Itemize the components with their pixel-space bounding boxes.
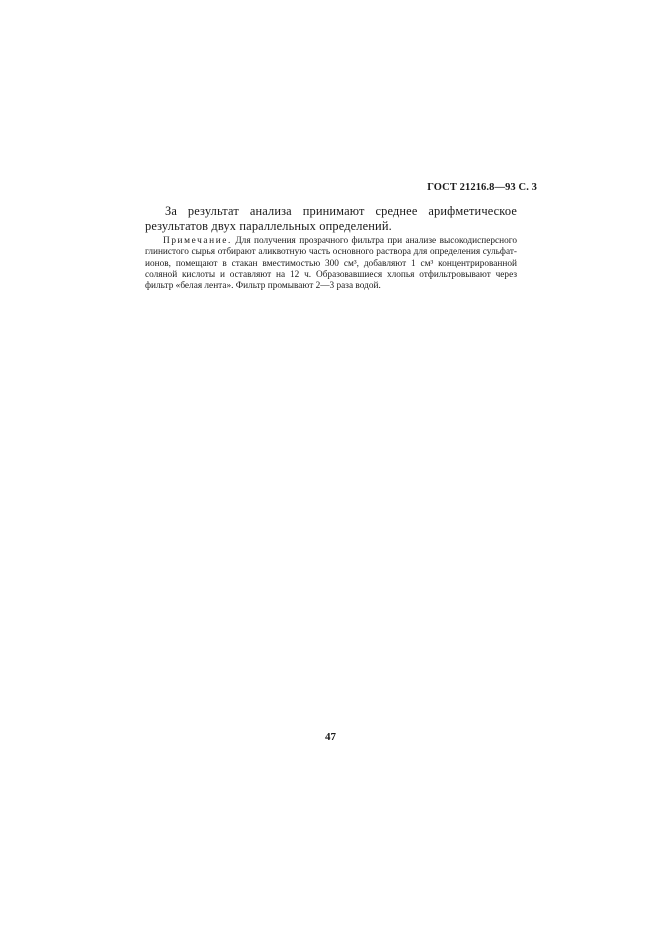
note-paragraph bbox=[145, 236, 517, 292]
note-text: Для получения прозрачного фильтра при анализе высокодисперсного глинистого сырья отбирают аликвотную часть основного раствора для определения сульфат-ионов, помещают в стакан вместимостью 300 см³, добавляют 1 см³ концентрированной соляной кислоты и оставляют на 12 ч. Образовавшиеся хлопья отфильтровывают через фильтр «белая лента». Фильтр промывают 2—3 раза водой. bbox=[145, 236, 517, 292]
main-paragraph: За результат анализа принимают среднее арифметическое результатов двух параллельных определений. bbox=[145, 204, 517, 233]
note-label: Примечание. bbox=[163, 236, 232, 246]
page-number: 47 bbox=[325, 731, 336, 743]
document-header: ГОСТ 21216.8—93 С. 3 bbox=[427, 182, 537, 193]
